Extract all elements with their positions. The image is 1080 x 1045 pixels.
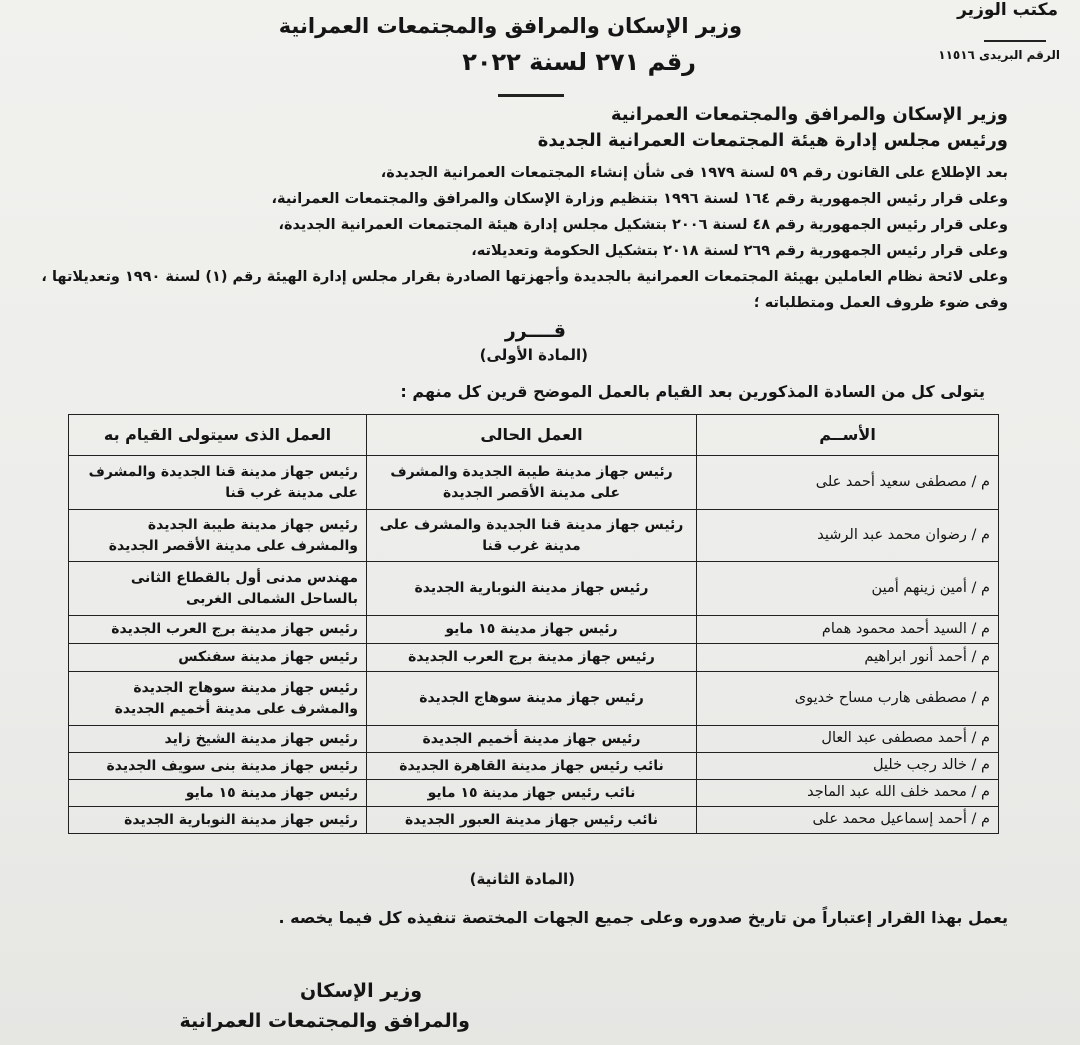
preamble-line: وفى ضوء ظروف العمل ومتطلباته ؛ bbox=[753, 295, 1008, 311]
cell-current-job: رئيس جهاز مدينة سوهاج الجديدة bbox=[367, 672, 697, 726]
preamble-line: وعلى قرار رئيس الجمهورية رقم ١٦٤ لسنة ١٩٩٦ بتنظيم وزارة الإسكان والمرافق والمجتمعات العمرانية، bbox=[271, 191, 1008, 207]
cell-new-job: رئيس جهاز مدينة برج العرب الجديدة bbox=[69, 616, 367, 644]
cell-name: م / محمد خلف الله عبد الماجد bbox=[697, 780, 999, 807]
postal-code: الرقم البريدى ١١٥١٦ bbox=[938, 48, 1060, 62]
preamble-title-line2: ورئيس مجلس إدارة هيئة المجتمعات العمرانية الجديدة bbox=[537, 130, 1008, 151]
cell-new-job: رئيس جهاز مدينة سفنكس bbox=[69, 644, 367, 672]
article2-heading: (المادة الثانية) bbox=[469, 870, 575, 888]
cell-name: م / خالد رجب خليل bbox=[697, 753, 999, 780]
article1-heading: (المادة الأولى) bbox=[479, 346, 588, 364]
cell-name: م / رضوان محمد عبد الرشيد bbox=[697, 510, 999, 562]
cell-name: م / أحمد إسماعيل محمد على bbox=[697, 807, 999, 834]
table-header-row bbox=[69, 415, 999, 456]
cell-current-job: نائب رئيس جهاز مدينة القاهرة الجديدة bbox=[367, 753, 697, 780]
table-row bbox=[69, 616, 999, 644]
cell-name: م / أحمد أنور ابراهيم bbox=[697, 644, 999, 672]
table-row bbox=[69, 753, 999, 780]
header-current-job: العمل الحالى bbox=[367, 415, 697, 456]
table-row bbox=[69, 807, 999, 834]
cell-current-job: رئيس جهاز مدينة أخميم الجديدة bbox=[367, 726, 697, 753]
cell-name: م / أحمد مصطفى عبد العال bbox=[697, 726, 999, 753]
cell-new-job: رئيس جهاز مدينة النوبارية الجديدة bbox=[69, 807, 367, 834]
cell-current-job: رئيس جهاز مدينة طيبة الجديدة والمشرف على مدينة الأقصر الجديدة bbox=[367, 456, 697, 510]
table-row bbox=[69, 780, 999, 807]
cell-new-job: مهندس مدنى أول بالقطاع الثانى بالساحل الشمالى الغربى bbox=[69, 562, 367, 616]
preamble-line: وعلى قرار رئيس الجمهورية رقم ٢٦٩ لسنة ٢٠١٨ بتشكيل الحكومة وتعديلاته، bbox=[471, 243, 1008, 259]
article1-intro: يتولى كل من السادة المذكورين بعد القيام بالعمل الموضح قرين كل منهم : bbox=[400, 382, 985, 401]
cell-new-job: رئيس جهاز مدينة قنا الجديدة والمشرف على مدينة غرب قنا bbox=[69, 456, 367, 510]
cell-current-job: رئيس جهاز مدينة قنا الجديدة والمشرف على مدينة غرب قنا bbox=[367, 510, 697, 562]
header-new-job: العمل الذى سيتولى القيام به bbox=[69, 415, 367, 456]
cell-new-job: رئيس جهاز مدينة بنى سويف الجديدة bbox=[69, 753, 367, 780]
cell-name: م / مصطفى سعيد أحمد على bbox=[697, 456, 999, 510]
cell-new-job: رئيس جهاز مدينة ١٥ مايو bbox=[69, 780, 367, 807]
decision-heading: قــــرر bbox=[504, 320, 566, 342]
cell-current-job: نائب رئيس جهاز مدينة العبور الجديدة bbox=[367, 807, 697, 834]
preamble-title-line1: وزير الإسكان والمرافق والمجتمعات العمرانية bbox=[610, 104, 1008, 125]
header-minister-title: وزير الإسكان والمرافق والمجتمعات العمرانية bbox=[278, 14, 742, 38]
table-row bbox=[69, 562, 999, 616]
decree-number: رقم ٢٧١ لسنة ٢٠٢٢ bbox=[462, 48, 696, 76]
cell-current-job: نائب رئيس جهاز مدينة ١٥ مايو bbox=[367, 780, 697, 807]
preamble-line: وعلى لائحة نظام العاملين بهيئة المجتمعات العمرانية بالجديدة وأجهزتها الصادرة بقرار مجلس إدارة الهيئة رقم (١) لسنة ١٩٩٠ وتعديلاتها ، bbox=[41, 269, 1008, 285]
cell-new-job: رئيس جهاز مدينة طيبة الجديدة والمشرف على مدينة الأقصر الجديدة bbox=[69, 510, 367, 562]
cell-new-job: رئيس جهاز مدينة سوهاج الجديدة والمشرف على مدينة أخميم الجديدة bbox=[69, 672, 367, 726]
table-row bbox=[69, 726, 999, 753]
assignments-table bbox=[68, 414, 999, 834]
cell-name: م / أمين زينهم أمين bbox=[697, 562, 999, 616]
cell-name: م / مصطفى هارب مساح خديوى bbox=[697, 672, 999, 726]
header-name: الأســم bbox=[697, 415, 999, 456]
office-underline bbox=[984, 40, 1046, 42]
article2-text: يعمل بهذا القرار إعتباراً من تاريخ صدوره وعلى جميع الجهات المختصة تنفيذه كل فيما يخصه . bbox=[278, 908, 1008, 927]
cell-current-job: رئيس جهاز مدينة برج العرب الجديدة bbox=[367, 644, 697, 672]
office-label: مكتب الوزير bbox=[957, 0, 1058, 20]
signature-line2: والمرافق والمجتمعات العمرانية bbox=[179, 1010, 470, 1032]
table-row bbox=[69, 510, 999, 562]
preamble-line: بعد الإطلاع على القانون رقم ٥٩ لسنة ١٩٧٩ فى شأن إنشاء المجتمعات العمرانية الجديدة، bbox=[380, 165, 1008, 181]
signature-line1: وزير الإسكان bbox=[299, 980, 422, 1002]
table-row bbox=[69, 456, 999, 510]
cell-current-job: رئيس جهاز مدينة ١٥ مايو bbox=[367, 616, 697, 644]
header-divider bbox=[498, 94, 564, 97]
cell-name: م / السيد أحمد محمود همام bbox=[697, 616, 999, 644]
preamble-line: وعلى قرار رئيس الجمهورية رقم ٤٨ لسنة ٢٠٠٦ بتشكيل مجلس إدارة هيئة المجتمعات العمرانية الجديدة، bbox=[278, 217, 1008, 233]
cell-current-job: رئيس جهاز مدينة النوبارية الجديدة bbox=[367, 562, 697, 616]
table-row bbox=[69, 672, 999, 726]
table-row bbox=[69, 644, 999, 672]
cell-new-job: رئيس جهاز مدينة الشيخ زايد bbox=[69, 726, 367, 753]
